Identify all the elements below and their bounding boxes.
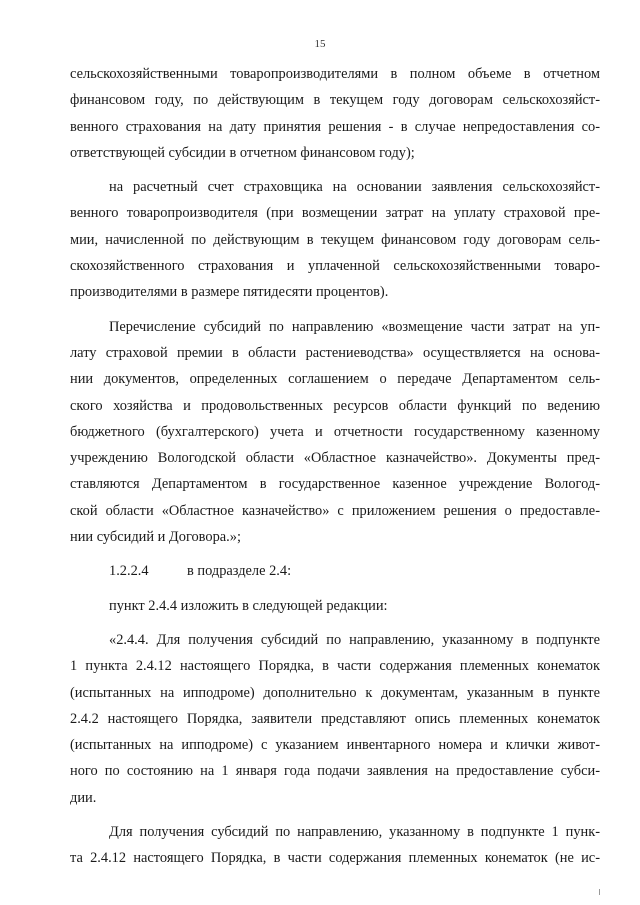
text-line: дии. bbox=[70, 789, 97, 806]
text-line: нии субсидий и Договора.»; bbox=[70, 529, 241, 546]
page-number: 15 bbox=[314, 38, 326, 50]
text-line: финансовом году, по действующим в текущем году договорам сельскохозяйст- bbox=[70, 92, 600, 109]
document-body bbox=[70, 61, 600, 872]
text-line: 2.4.2 настоящего Порядка, заявители представляют опись племенных конематок bbox=[70, 710, 600, 727]
item-number: 1.2.2.4 bbox=[109, 563, 149, 580]
text-line: ской области «Областное казначейство» с приложением решения о предоставле- bbox=[70, 502, 600, 519]
item-text: в подразделе 2.4: bbox=[187, 563, 292, 580]
text-line: (испытанных на ипподроме) дополнительно к документам, указанным в пункте bbox=[70, 684, 600, 701]
paragraph-subsidy-transfer bbox=[70, 314, 600, 551]
text-line: ставляются Департаментом в государственное казенное учреждение Вологод- bbox=[70, 476, 600, 493]
text-line: та 2.4.12 настоящего Порядка, в части содержания племенных конематок (не ис- bbox=[70, 850, 600, 867]
text-line: пункт 2.4.4 изложить в следующей редакции: bbox=[109, 597, 388, 614]
text-line: на расчетный счет страховщика на основании заявления сельскохозяйст- bbox=[109, 179, 600, 196]
text-line: сельскохозяйственными товаропроизводителями в полном объеме в отчетном bbox=[70, 66, 600, 82]
text-line: скохозяйственного страхования и уплаченной сельскохозяйственными товаро- bbox=[70, 258, 600, 275]
text-line: производителями в размере пятидесяти процентов). bbox=[70, 284, 389, 301]
text-line: ного по состоянию на 1 января года подачи заявления на предоставление субси- bbox=[70, 763, 600, 780]
paragraph-continuation bbox=[70, 61, 600, 166]
paragraph-insurer-account bbox=[70, 174, 600, 305]
text-line: мии, начисленной по действующим в текущем финансовом году договорам сель- bbox=[70, 231, 600, 248]
text-line: венного товаропроизводителя (при возмещении затрат на уплату страховой пре- bbox=[70, 205, 600, 222]
text-line: нии документов, определенных соглашением о передаче Департаментом сель- bbox=[70, 371, 600, 388]
text-line: (испытанных на ипподроме) с указанием инвентарного номера и клички живот- bbox=[70, 737, 600, 754]
text-line: 1 пункта 2.4.12 настоящего Порядка, в части содержания племенных конематок bbox=[70, 658, 600, 675]
text-line: Для получения субсидий по направлению, указанному в подпункте 1 пунк- bbox=[109, 824, 600, 841]
scan-mark bbox=[599, 889, 600, 895]
text-line: Перечисление субсидий по направлению «возмещение части затрат на уп- bbox=[109, 318, 600, 335]
text-line: венного страхования на дату принятия решения - в случае непредоставления со- bbox=[70, 118, 600, 135]
text-line: учреждению Вологодской области «Областное казначейство». Документы пред- bbox=[70, 450, 600, 467]
paragraph-amendment-intro bbox=[70, 593, 600, 619]
text-line bbox=[70, 558, 600, 584]
text-line: ответствующей субсидии в отчетном финансовом году); bbox=[70, 144, 415, 161]
paragraph-clause-2-4-4 bbox=[70, 627, 600, 811]
text-line: бюджетного (бухгалтерского) учета и отчетности государственному казенному bbox=[70, 423, 600, 440]
text-line: «2.4.4. Для получения субсидий по направлению, указанному в подпункте bbox=[109, 631, 600, 648]
text-line: ского хозяйства и продовольственных ресурсов области функций по ведению bbox=[70, 397, 600, 414]
numbered-item bbox=[70, 558, 600, 584]
text-line: лату страховой премии в области растениеводства» осуществляется на основа- bbox=[70, 344, 600, 361]
paragraph-clause-continuation bbox=[70, 819, 600, 872]
